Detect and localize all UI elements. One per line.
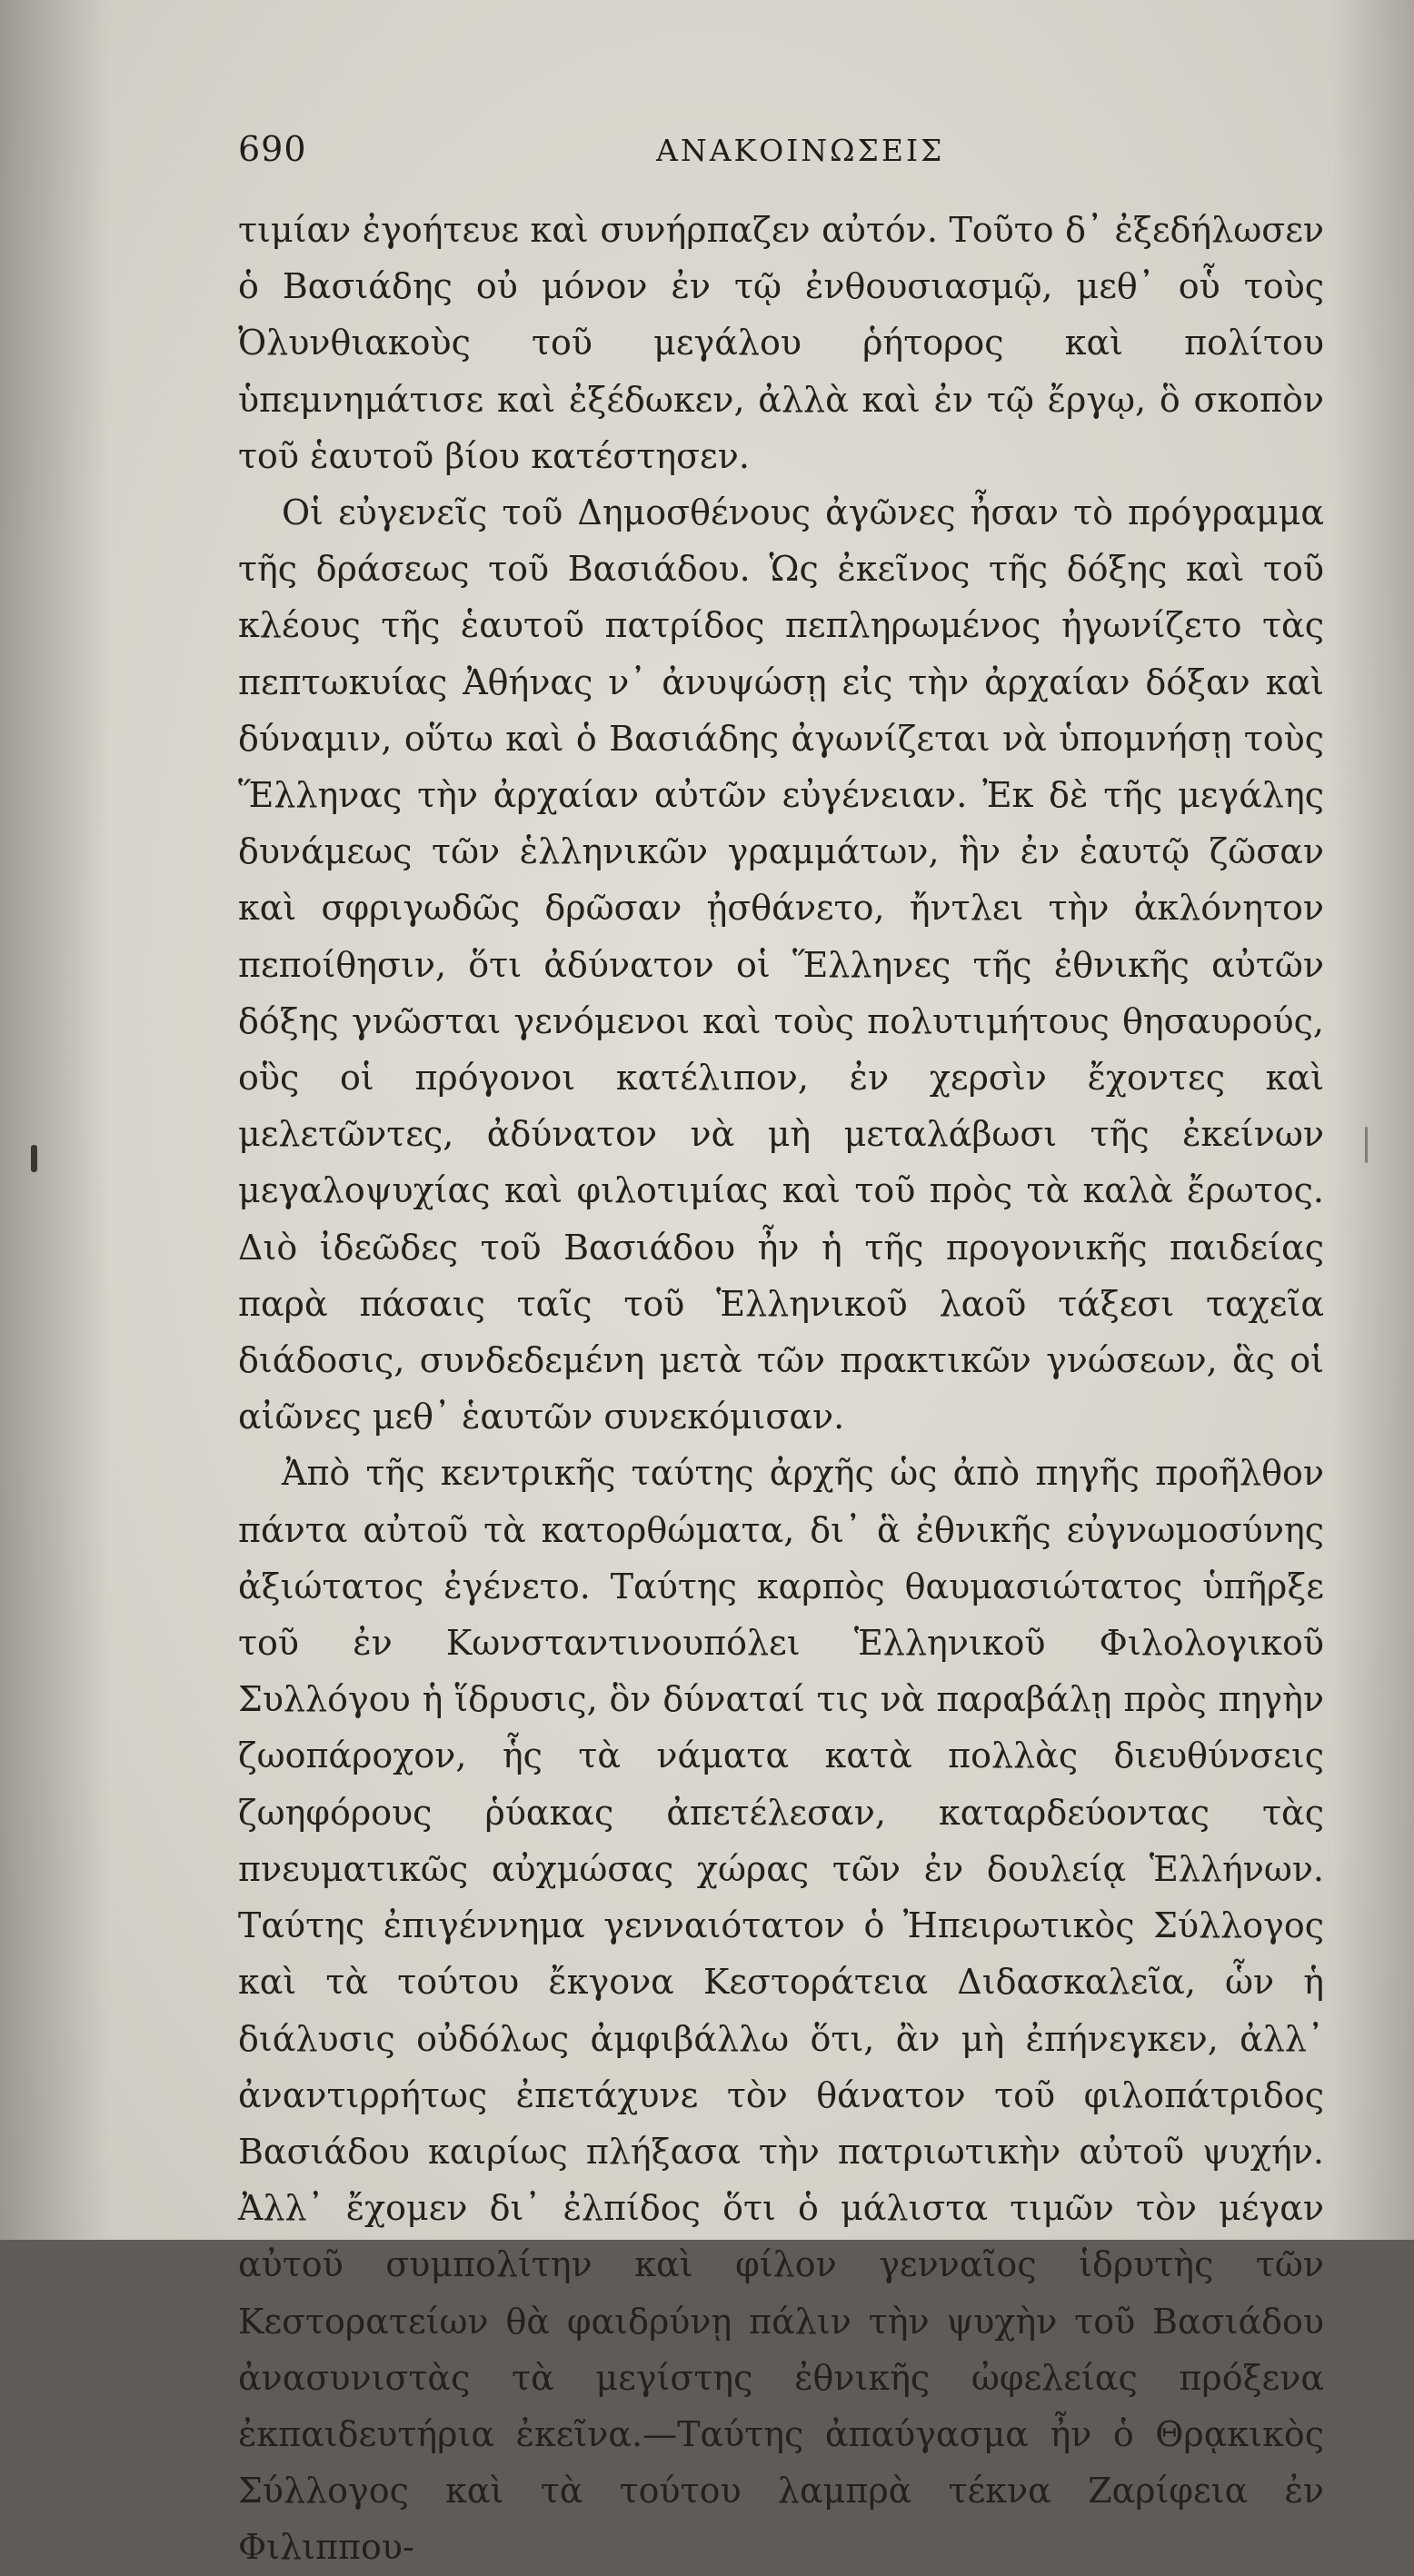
- right-edge-shadow: [1332, 0, 1414, 2240]
- running-head: [238, 129, 1324, 174]
- running-title: ΑΝΑΚΟΙΝΩΣΕΙΣ: [656, 133, 945, 168]
- body-text: [238, 202, 1324, 2576]
- left-edge-shadow: [0, 0, 109, 2240]
- paragraph-3: Ἀπὸ τῆς κεντρικῆς ταύτης ἀρχῆς ὡς ἀπὸ πηγῆς προῆλθον πάντα αὐτοῦ τὰ κατορθώματα, δι᾽ ἃ ἐθνικῆς εὐγνωμοσύνης ἀξιώτατος ἐγένετο. Ταύτης καρπὸς θαυμασιώτατος ὑπῆρξε τοῦ ἐν Κωνσταντινουπόλει Ἑλληνικοῦ Φιλολογικοῦ Συλλόγου ἡ ἵδρυσις, ὃν δύναταί τις νὰ παραβάλῃ πρὸς πηγὴν ζωοπάροχον, ἧς τὰ νάματα κατὰ πολλὰς διευθύνσεις ζωηφόρους ῥύακας ἀπετέλεσαν, καταρδεύοντας τὰς πνευματικῶς αὐχμώσας χώρας τῶν ἐν δουλείᾳ Ἑλλήνων. Ταύτης ἐπιγέννημα γενναιότατον ὁ Ἠπειρωτικὸς Σύλλογος καὶ τὰ τούτου ἔκγονα Κεστοράτεια Διδασκαλεῖα, ὧν ἡ διάλυσις οὐδόλως ἀμφιβάλλω ὅτι, ἂν μὴ ἐπήνεγκεν, ἀλλ᾽ ἀναντιρρήτως ἐπετάχυνε τὸν θάνατον τοῦ φιλοπάτριδος Βασιάδου καιρίως πλήξασα τὴν πατριωτικὴν αὐτοῦ ψυχήν. Ἀλλ᾽ ἔχομεν δι᾽ ἐλπίδος ὅτι ὁ μάλιστα τιμῶν τὸν μέγαν αὐτοῦ συμπολίτην καὶ φίλον γενναῖος ἱδρυτὴς τῶν Κεστορατείων θὰ φαιδρύνῃ πάλιν τὴν ψυχὴν τοῦ Βασιάδου ἀνασυνιστὰς τὰ μεγίστης ἐθνικῆς ὠφελείας πρόξενα ἐκπαιδευτήρια ἐκεῖνα.—Ταύτης ἀπαύγασμα ἦν ὁ Θρᾳκικὸς Σύλλογος καὶ τὰ τούτου λαμπρὰ τέκνα Ζαρίφεια ἐν Φιλιππου-: [238, 1453, 1324, 2568]
- margin-ink-mark: [31, 1145, 37, 1172]
- paragraph-2: Οἱ εὐγενεῖς τοῦ Δημοσθένους ἀγῶνες ἦσαν τὸ πρόγραμμα τῆς δράσεως τοῦ Βασιάδου. Ὡς ἐκεῖνος τῆς δόξης καὶ τοῦ κλέους τῆς ἑαυτοῦ πατρίδος πεπληρωμένος ἠγωνίζετο τὰς πεπτωκυίας Ἀθήνας ν᾽ ἀνυψώσῃ εἰς τὴν ἀρχαίαν δόξαν καὶ δύναμιν, οὕτω καὶ ὁ Βασιάδης ἀγωνίζεται νὰ ὑπομνήσῃ τοὺς Ἕλληνας τὴν ἀρχαίαν αὐτῶν εὐγένειαν. Ἐκ δὲ τῆς μεγάλης δυνάμεως τῶν ἑλληνικῶν γραμμάτων, ἣν ἐν ἑαυτῷ ζῶσαν καὶ σφριγωδῶς δρῶσαν ᾐσθάνετο, ἤντλει τὴν ἀκλόνητον πεποίθησιν, ὅτι ἀδύνατον οἱ Ἕλληνες τῆς ἐθνικῆς αὐτῶν δόξης γνῶσται γενόμενοι καὶ τοὺς πολυτιμήτους θησαυρούς, οὓς οἱ πρόγονοι κατέλιπον, ἐν χερσὶν ἔχοντες καὶ μελετῶντες, ἀδύνατον νὰ μὴ μεταλάβωσι τῆς ἐκείνων μεγαλοψυχίας καὶ φιλοτιμίας καὶ τοῦ πρὸς τὰ καλὰ ἔρωτος. Διὸ ἰδεῶδες τοῦ Βασιάδου ἦν ἡ τῆς προγονικῆς παιδείας παρὰ πάσαις ταῖς τοῦ Ἑλληνικοῦ λαοῦ τάξεσι ταχεῖα διάδοσις, συνδεδεμένη μετὰ τῶν πρακτικῶν γνώσεων, ἃς οἱ αἰῶνες μεθ᾽ ἑαυτῶν συνεκόμισαν.: [238, 492, 1324, 1437]
- margin-ink-mark: [1365, 1127, 1368, 1163]
- paragraph-1: τιμίαν ἐγοήτευε καὶ συνήρπαζεν αὐτόν. Τοῦτο δ᾽ ἐξεδήλωσεν ὁ Βασιάδης οὐ μόνον ἐν τῷ ἐνθουσιασμῷ, μεθ᾽ οὗ τοὺς Ὀλυνθιακοὺς τοῦ μεγάλου ῥήτορος καὶ πολίτου ὑπεμνημάτισε καὶ ἐξέδωκεν, ἀλλὰ καὶ ἐν τῷ ἔργῳ, ὃ σκοπὸν τοῦ ἑαυτοῦ βίου κατέστησεν.: [238, 210, 1324, 476]
- page-number: 690: [238, 129, 307, 169]
